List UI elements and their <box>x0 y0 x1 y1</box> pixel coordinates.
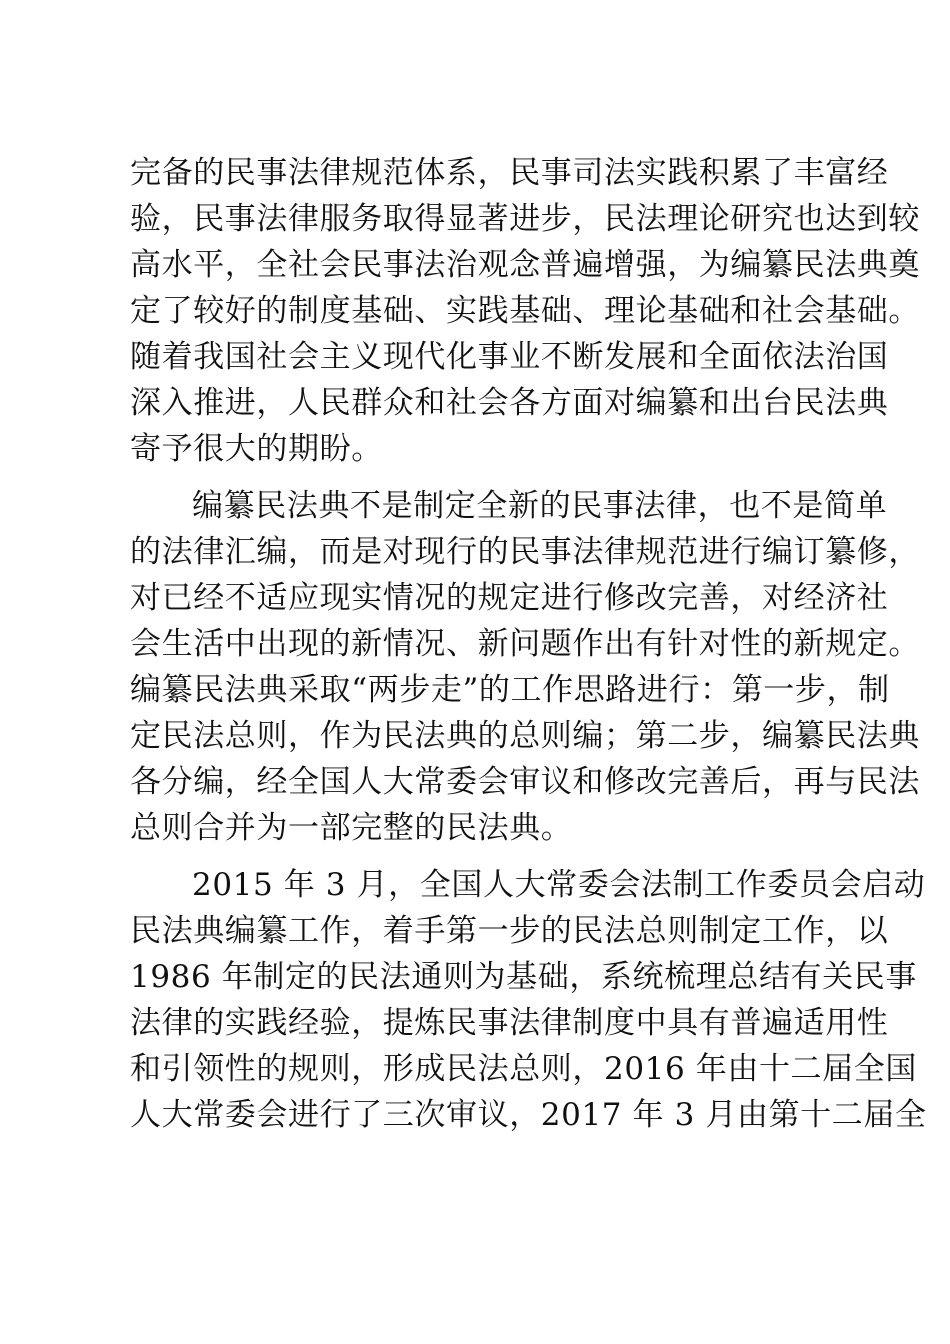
text-line: 高水平，全社会民事法治观念普遍增强，为编纂民法典奠 <box>130 247 920 283</box>
text-line: 人大常委会进行了三次审议，2017 年 3 月由第十二届全 <box>130 1097 927 1133</box>
paragraph-spacer <box>130 851 830 862</box>
text-line: 定民法总则，作为民法典的总则编；第二步，编纂民法典 <box>130 718 920 754</box>
paragraph-spacer <box>130 472 830 483</box>
text-line: 定了较好的制度基础、实践基础、理论基础和社会基础。 <box>130 293 920 329</box>
text-line: 的法律汇编，而是对现行的民事法律规范进行编订纂修， <box>130 534 920 570</box>
text-line: 随着我国社会主义现代化事业不断发展和全面依法治国 <box>130 339 889 375</box>
text-line: 寄予很大的期盼。 <box>130 431 383 467</box>
text-line: 编纂民法典采取“两步走”的工作思路进行：第一步，制 <box>130 672 890 708</box>
text-line: 和引领性的规则，形成民法总则，2016 年由十二届全国 <box>130 1051 917 1087</box>
text-line: 总则合并为一部完整的民法典。 <box>130 810 573 846</box>
text-line: 1986 年制定的民法通则为基础，系统梳理总结有关民事 <box>130 959 917 995</box>
text-line: 会生活中出现的新情况、新问题作出有针对性的新规定。 <box>130 626 920 662</box>
text-line: 各分编，经全国人大常委会审议和修改完善后，再与民法 <box>130 764 920 800</box>
text-line: 完备的民事法律规范体系，民事司法实践积累了丰富经 <box>130 155 889 191</box>
paragraph-2 <box>130 483 920 851</box>
text-line: 深入推进，人民群众和社会各方面对编纂和出台民法典 <box>130 385 889 421</box>
text-line: 验，民事法律服务取得显著进步，民法理论研究也达到较 <box>130 201 920 237</box>
paragraph-3 <box>130 862 927 1138</box>
text-line: 编纂民法典不是制定全新的民事法律，也不是简单 <box>192 488 888 524</box>
text-line: 对已经不适应现实情况的规定进行修改完善，对经济社 <box>130 580 889 616</box>
body-text <box>130 150 927 1138</box>
text-line: 2015 年 3 月，全国人大常委会法制工作委员会启动 <box>192 867 926 903</box>
text-line: 民法典编纂工作，着手第一步的民法总则制定工作，以 <box>130 913 889 949</box>
text-line: 法律的实践经验，提炼民事法律制度中具有普遍适用性 <box>130 1005 889 1041</box>
paragraph-1 <box>130 150 920 472</box>
